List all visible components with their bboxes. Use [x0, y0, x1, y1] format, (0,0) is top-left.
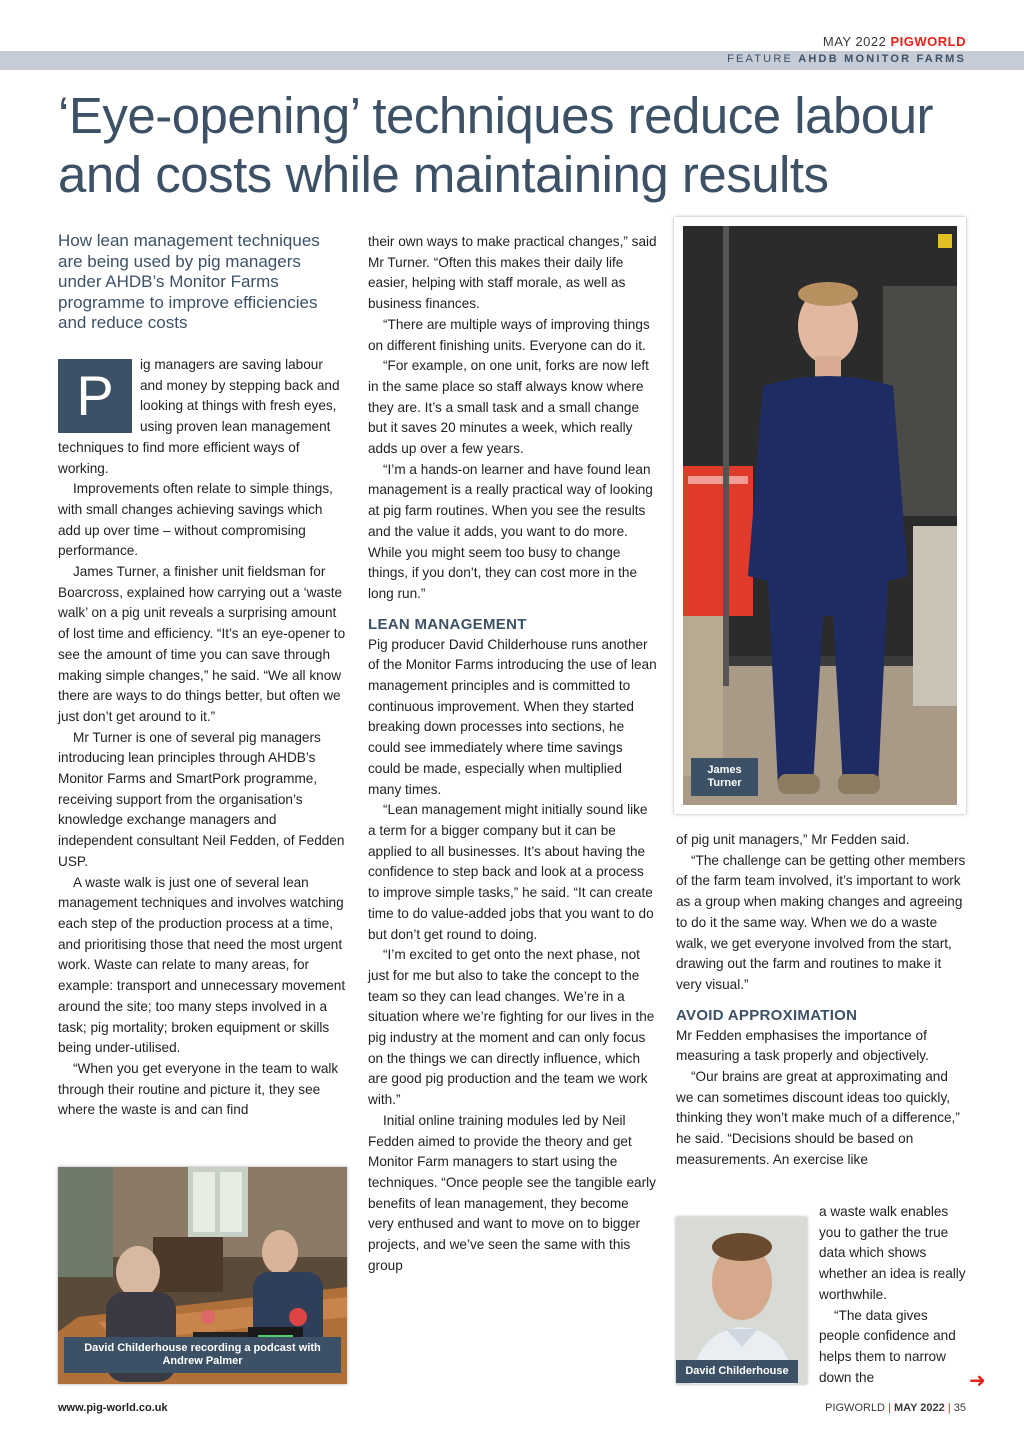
paragraph: “I’m excited to get onto the next phase, not just for me but also to take the concept to the team so they can lead changes. We’re in a situation where we’re fighting for our lives in the pig industry at the moment and can only focus on the things we can directly influence, which are good pig production and the team we work with.”: [368, 947, 655, 1108]
paragraph: “The challenge can be getting other members of the farm team involved, it’s important to work as a group when making changes and agreeing to do it the same way. When we do a waste walk, we get everyone involved from the start, drawing out the farm and routines to make it very visual.”: [676, 852, 966, 992]
article-column-3: [676, 830, 966, 1171]
paragraph: “The data gives people confidence and helps them to narrow down the: [819, 1307, 956, 1385]
headline: ‘Eye-opening’ techniques reduce labour and costs while maintaining results: [58, 87, 934, 203]
paragraph: James Turner, a finisher unit fieldsman for Boarcross, explained how carrying out a ‘waste walk’ on a pig unit reveals a surprising amount of lost time and efficiency. “It’s an eye-opener to see the amount of time you can save through making simple changes,” he said. “We all know there are ways to do things better, but often we just don’t get around to it.”: [58, 564, 346, 724]
paragraph: Initial online training modules led by Neil Fedden aimed to provide the theory and get Monitor Farm managers to start using the techniques. “Once people see the tangible early benefits of lean management, they become very enthused and want to move on to bigger projects, and we’ve seen the same with this group: [368, 1112, 656, 1273]
article-column-3-wrap: [819, 1202, 969, 1388]
david-childerhouse-photo: [676, 1217, 807, 1384]
paragraph: “When you get everyone in the team to walk through their routine and picture it, they see where the waste is and can find: [58, 1060, 339, 1118]
james-turner-photo: [674, 217, 966, 814]
david-childerhouse-photo-image: [676, 1217, 807, 1384]
paragraph: their own ways to make practical changes,” said Mr Turner. “Often this makes their daily life easier, helping with staff morale, as well as business finances.: [368, 234, 657, 312]
footer-page-info: PIGWORLD | MAY 2022 | 35: [825, 1402, 966, 1414]
paragraph: “There are multiple ways of improving things on different finishing units. Everyone can do it.: [368, 316, 650, 353]
paragraph: ig managers are saving labour and money by stepping back and looking at things with fresh eyes, using proven lean management techniques to find more efficient ways of working.: [58, 357, 340, 476]
continue-arrow-icon: ➜: [969, 1370, 986, 1392]
drop-cap: P: [58, 359, 132, 433]
paragraph: “I’m a hands-on learner and have found lean management is a really practical way of looking at pig farm routines. When you see the results and the value it adds, you want to do more. While you might seem too busy to change things, if you don’t, they can cost more in the long run.”: [368, 461, 653, 601]
paragraph: Mr Turner is one of several pig managers introducing lean principles through AHDB’s Monitor Farms and SmartPork programme, receiving support from the organisation’s knowledge exchange managers and independent consultant Neil Fedden, of Fedden USP.: [58, 729, 345, 869]
paragraph: Improvements often relate to simple things, with small changes achieving savings which add up over time – without compromising performance.: [58, 481, 333, 559]
section-label: FEATURE AHDB MONITOR FARMS: [727, 53, 966, 65]
paragraph: a waste walk enables you to gather the true data which shows whether an idea is really worthwhile.: [819, 1204, 966, 1302]
paragraph: A waste walk is just one of several lean management techniques and involves watching each step of the production process at a time, and prioritising those that need the most urgent work. Waste can relate to many areas, for example: transport and unnecessary movement around the site; too many steps involved in a task; pig mortality; broken equipment or skills being under-utilised.: [58, 874, 346, 1056]
section-heading: LEAN MANAGEMENT: [368, 615, 527, 633]
page-number: 35: [953, 1402, 966, 1414]
paragraph: “For example, on one unit, forks are now left in the same place so staff always know where they are. It’s a small task and a small change but it saves 20 minutes a week, which really adds up over a few years.: [368, 358, 649, 457]
paragraph: “Our brains are great at approximating and we can sometimes discount ideas too quickly, thinking they won’t make much of a difference,” he said. “Decisions should be based on measurements. An exercise like: [676, 1069, 960, 1167]
standfirst: How lean management techniques are being used by pig managers under AHDB’s Monitor Farms programme to improve efficiencies and reduce costs: [58, 231, 320, 332]
photo-caption: David Childerhouse: [676, 1360, 798, 1383]
brand-name: PIGWORLD: [890, 34, 966, 49]
section-heading: AVOID APPROXIMATION: [676, 1006, 858, 1024]
james-turner-photo-image: [683, 226, 957, 805]
photo-caption: James Turner: [691, 758, 758, 796]
article-column-2: [368, 232, 658, 1276]
paragraph: “Lean management might initially sound like a term for a bigger company but it can be applied to all businesses. It’s about having the confidence to step back and look at a process to improve simple tasks,” he said. “It can create time to do value-added jobs that you want to do but don’t get round to doing.: [368, 802, 654, 942]
paragraph: of pig unit managers,” Mr Fedden said.: [676, 832, 910, 847]
issue-date: MAY 2022 PIGWORLD: [822, 34, 966, 49]
footer-url: www.pig-world.co.uk: [58, 1402, 168, 1414]
article-column-1: [58, 355, 346, 1121]
photo-caption: David Childerhouse recording a podcast with Andrew Palmer: [64, 1337, 341, 1373]
paragraph: Pig producer David Childerhouse runs another of the Monitor Farms introducing the use of lean management principles and is committed to continuous improvement. When they started breaking down processes into sections, he could see immediately where time savings could be made, especially when multiplied many times.: [368, 636, 657, 797]
paragraph: Mr Fedden emphasises the importance of measuring a task properly and objectively.: [676, 1027, 929, 1064]
podcast-photo: [58, 1167, 347, 1384]
